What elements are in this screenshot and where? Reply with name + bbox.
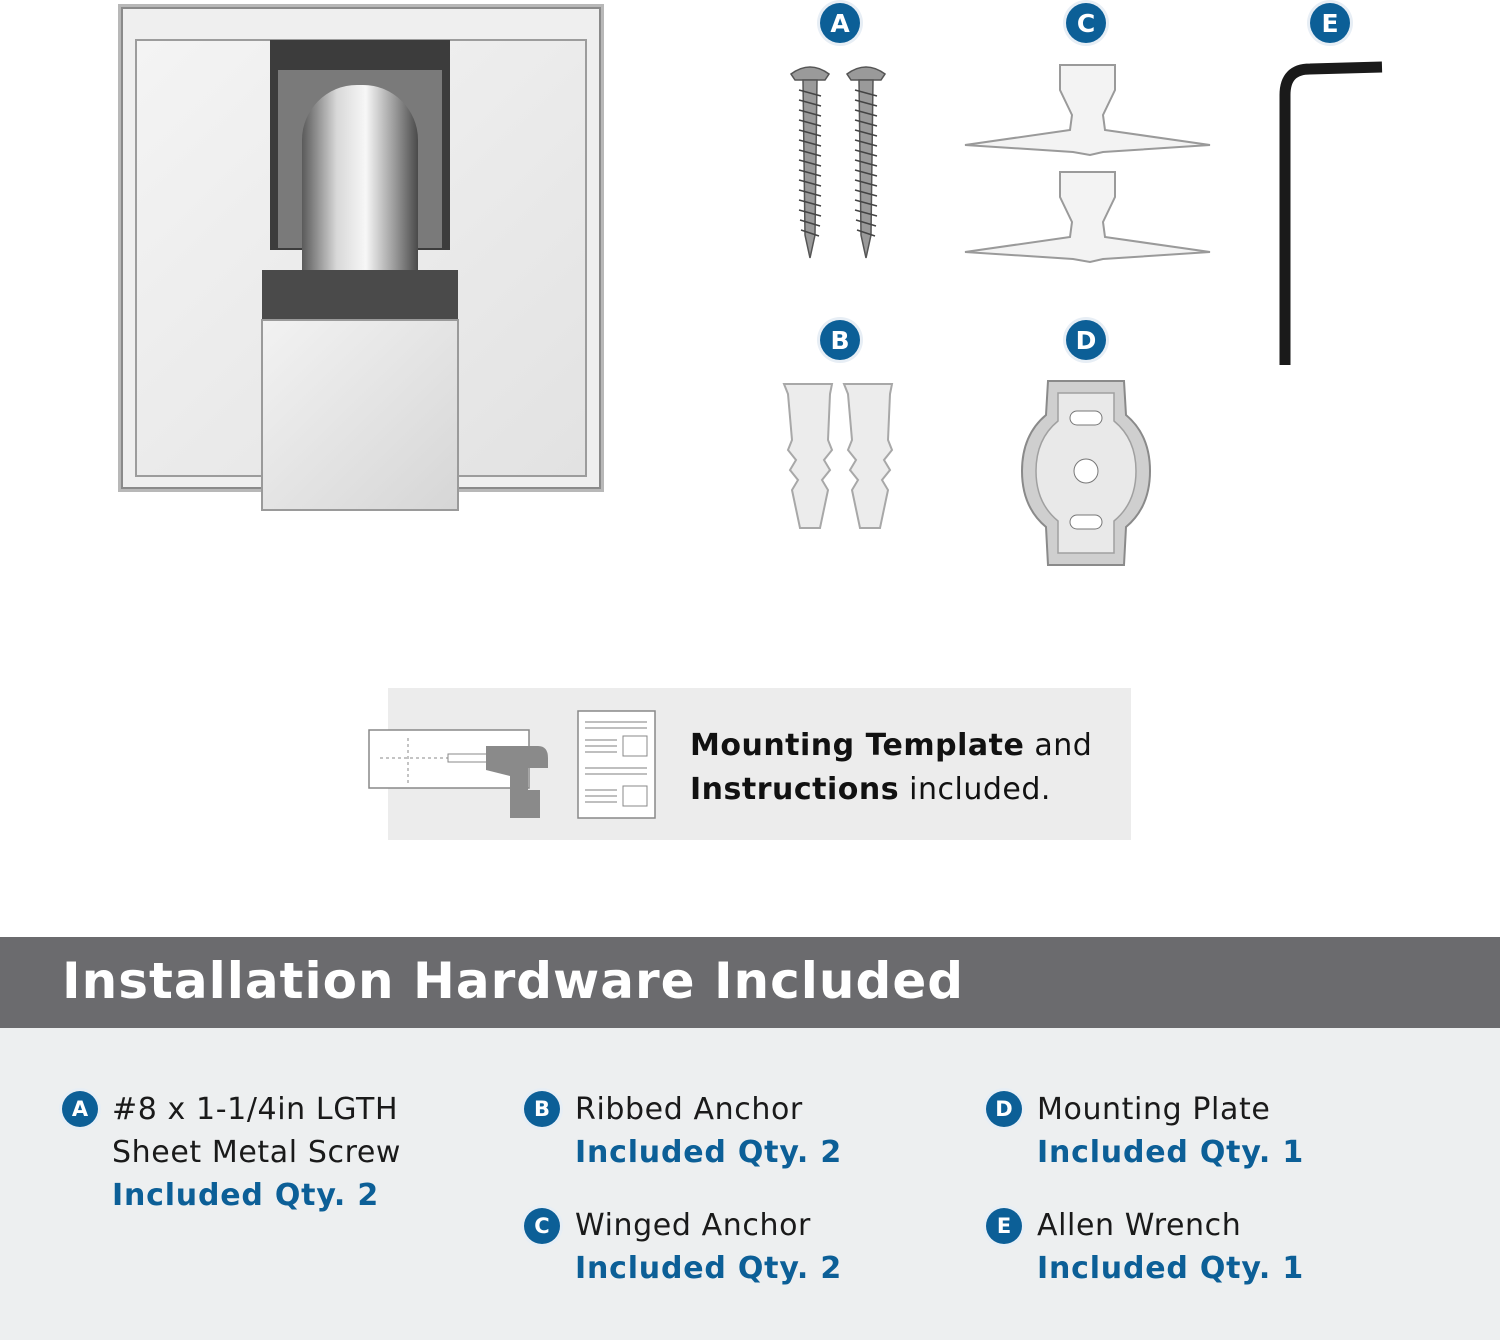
item-a-qty: Included Qty. 2: [112, 1178, 380, 1213]
part-a-badge: A: [820, 3, 860, 43]
item-c-name: Winged Anchor: [575, 1208, 811, 1243]
part-d-badge: D: [1066, 320, 1106, 360]
template-note-text: [690, 724, 1092, 812]
item-a-badge: A: [62, 1091, 98, 1127]
note-bold-1: Mounting Template: [690, 728, 1025, 763]
note-text-1: and: [1024, 728, 1093, 763]
item-e-name: Allen Wrench: [1037, 1208, 1242, 1243]
allen-wrench-icon: [1270, 55, 1390, 375]
part-c-badge: C: [1066, 3, 1106, 43]
item-e-qty: Included Qty. 1: [1037, 1251, 1305, 1286]
item-e-badge: E: [986, 1208, 1022, 1244]
winged-anchor-icon: [955, 60, 1220, 265]
section-title: Installation Hardware Included: [62, 952, 965, 1010]
note-text-2: included.: [899, 772, 1051, 807]
part-b-badge: B: [820, 320, 860, 360]
item-c-badge: C: [524, 1208, 560, 1244]
ribbed-anchor-icon: [780, 380, 900, 535]
item-d-qty: Included Qty. 1: [1037, 1135, 1305, 1170]
item-d-name: Mounting Plate: [1037, 1092, 1271, 1127]
item-b-name: Ribbed Anchor: [575, 1092, 803, 1127]
part-e-badge: E: [1310, 3, 1350, 43]
item-c-qty: Included Qty. 2: [575, 1251, 843, 1286]
item-b-badge: B: [524, 1091, 560, 1127]
screw-icon: [785, 60, 895, 260]
item-a-name-line1: #8 x 1-1/4in LGTH: [112, 1092, 399, 1127]
item-d-badge: D: [986, 1091, 1022, 1127]
item-b-qty: Included Qty. 2: [575, 1135, 843, 1170]
item-a-name-line2: Sheet Metal Screw: [112, 1135, 402, 1170]
note-bold-2: Instructions: [690, 772, 900, 807]
mounting-plate-icon: [1018, 375, 1154, 571]
drill-icon: [368, 728, 553, 820]
robe-hook-image: [110, 0, 610, 520]
instructions-document-icon: [577, 710, 657, 820]
